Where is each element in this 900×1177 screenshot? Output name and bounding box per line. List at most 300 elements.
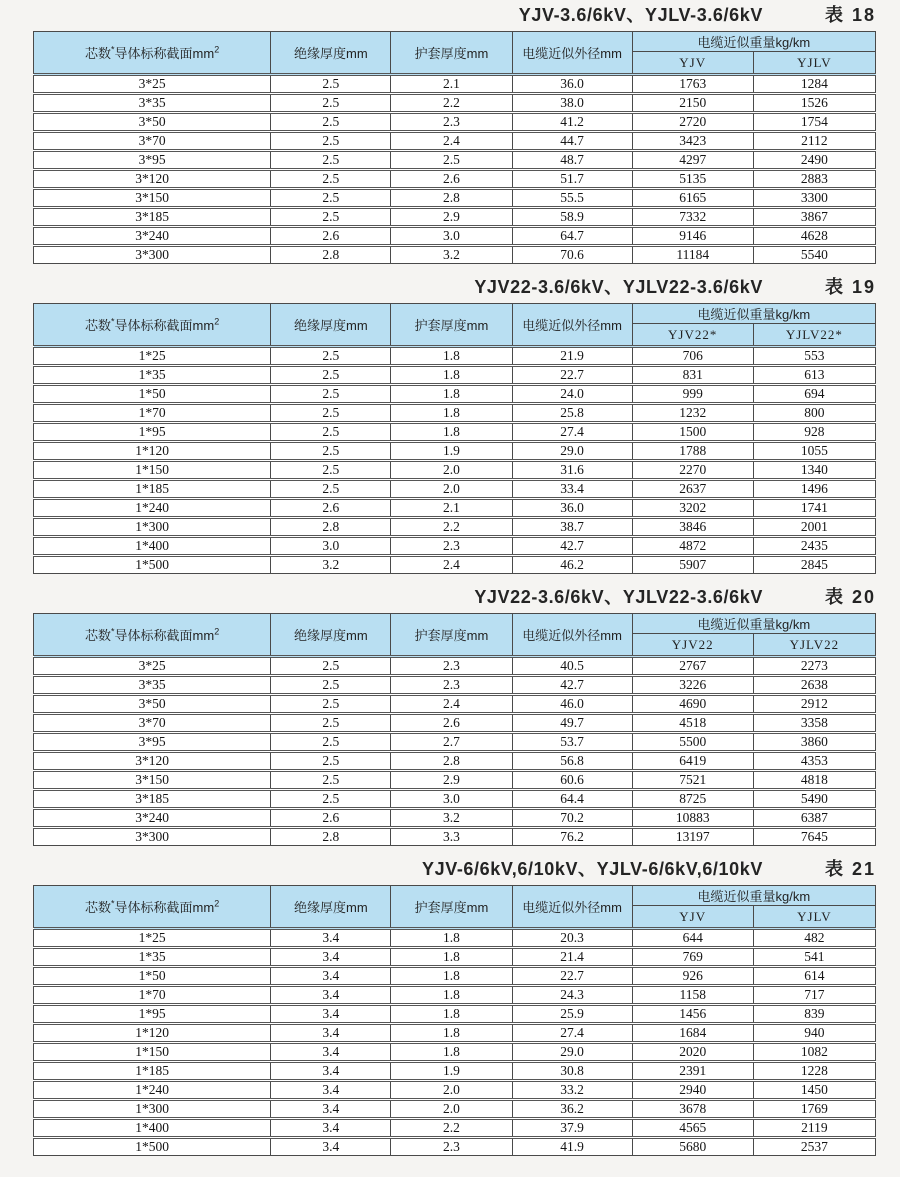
- cell: 1082: [753, 1043, 875, 1062]
- cell: 1*50: [34, 385, 271, 404]
- col-header-core-section: 芯数*导体标称截面$mm^2$: [34, 886, 271, 929]
- cell: 2.5: [271, 771, 391, 790]
- col-header-weight-sub1: YJV22: [632, 634, 753, 657]
- cell: 4565: [632, 1119, 753, 1138]
- cell: 2.0: [391, 1100, 512, 1119]
- cell: 3*150: [34, 189, 271, 208]
- table-row: [34, 75, 876, 94]
- cell: 49.7: [512, 714, 632, 733]
- table-title: YJV22-3.6/6kV、YJLV22-3.6/6kV: [474, 277, 763, 297]
- cell: 3358: [753, 714, 875, 733]
- cell: 1*300: [34, 1100, 271, 1119]
- table-row: [34, 208, 876, 227]
- cell: 3.4: [271, 1062, 391, 1081]
- cell: 6165: [632, 189, 753, 208]
- col-header-weight: 电缆近似重量kg/km: [632, 886, 875, 906]
- table-row: [34, 714, 876, 733]
- cell: 2.5: [271, 208, 391, 227]
- cell: 2.6: [271, 809, 391, 828]
- cell: 4818: [753, 771, 875, 790]
- cell: 2.4: [391, 556, 512, 574]
- cell: 2637: [632, 480, 753, 499]
- table-row: [34, 967, 876, 986]
- col-header-weight-sub1: YJV: [632, 52, 753, 75]
- cell: 3.2: [391, 809, 512, 828]
- cell: 24.0: [512, 385, 632, 404]
- col-header-insulation: 绝缘厚度mm: [271, 32, 391, 75]
- cell: 1.8: [391, 1043, 512, 1062]
- table-number: 表 19: [824, 277, 876, 297]
- cell: 2119: [753, 1119, 875, 1138]
- cell: 2.5: [271, 75, 391, 94]
- cell: 3.4: [271, 929, 391, 948]
- cell: 1*70: [34, 986, 271, 1005]
- table-row: [34, 170, 876, 189]
- cell: 3*240: [34, 809, 271, 828]
- cell: 5500: [632, 733, 753, 752]
- cell: 2.2: [391, 1119, 512, 1138]
- cell: 76.2: [512, 828, 632, 846]
- cell: 21.9: [512, 347, 632, 366]
- cell: 3678: [632, 1100, 753, 1119]
- cell: 2.7: [391, 733, 512, 752]
- cell: 1*185: [34, 1062, 271, 1081]
- cell: 1754: [753, 113, 875, 132]
- cell: 644: [632, 929, 753, 948]
- cell: 21.4: [512, 948, 632, 967]
- cell: 1741: [753, 499, 875, 518]
- cell: 3.4: [271, 1100, 391, 1119]
- cell: 2.5: [271, 714, 391, 733]
- cell: 2.0: [391, 480, 512, 499]
- cell: 3*185: [34, 790, 271, 809]
- cell: 1*240: [34, 1081, 271, 1100]
- cell: 58.9: [512, 208, 632, 227]
- cell: 2.5: [271, 113, 391, 132]
- cell: 4518: [632, 714, 753, 733]
- cell: 1769: [753, 1100, 875, 1119]
- cell: 769: [632, 948, 753, 967]
- col-header-core-section: 芯数*导体标称截面$mm^2$: [34, 614, 271, 657]
- cell: 2020: [632, 1043, 753, 1062]
- cell: 36.0: [512, 499, 632, 518]
- col-header-insulation: 绝缘厚度mm: [271, 886, 391, 929]
- table-caption: [33, 5, 876, 26]
- cell: 5490: [753, 790, 875, 809]
- col-header-sheath: 护套厚度mm: [391, 304, 512, 347]
- table-row: [34, 537, 876, 556]
- cell: 3*240: [34, 227, 271, 246]
- cell: 1*120: [34, 442, 271, 461]
- cell: 41.9: [512, 1138, 632, 1156]
- cell: 3.0: [271, 537, 391, 556]
- cell: 1.9: [391, 1062, 512, 1081]
- cell: 2.5: [271, 347, 391, 366]
- cell: 2720: [632, 113, 753, 132]
- cell: 8725: [632, 790, 753, 809]
- col-header-weight: 电缆近似重量kg/km: [632, 32, 875, 52]
- cell: 3.4: [271, 986, 391, 1005]
- cell: 1.8: [391, 1005, 512, 1024]
- cell: 800: [753, 404, 875, 423]
- cell: 2391: [632, 1062, 753, 1081]
- cell: 3*185: [34, 208, 271, 227]
- col-header-weight: 电缆近似重量kg/km: [632, 304, 875, 324]
- table-header: [34, 304, 876, 347]
- table-row: [34, 347, 876, 366]
- cell: 2883: [753, 170, 875, 189]
- cell: 1*400: [34, 1119, 271, 1138]
- cell: 3.4: [271, 1043, 391, 1062]
- cell: 2.3: [391, 1138, 512, 1156]
- table-number: 表 18: [824, 5, 876, 25]
- cell: 4353: [753, 752, 875, 771]
- table-row: [34, 1024, 876, 1043]
- cell: 2.3: [391, 113, 512, 132]
- table-row: [34, 246, 876, 264]
- cell: 2273: [753, 657, 875, 676]
- table-row: [34, 132, 876, 151]
- cell: 3*70: [34, 714, 271, 733]
- cell: 2.8: [391, 752, 512, 771]
- cell: 1.8: [391, 366, 512, 385]
- cell: 940: [753, 1024, 875, 1043]
- cell: 3202: [632, 499, 753, 518]
- cell: 2.0: [391, 1081, 512, 1100]
- cell: 1*185: [34, 480, 271, 499]
- col-header-core-section: 芯数*导体标称截面$mm^2$: [34, 304, 271, 347]
- cell: 2.3: [391, 537, 512, 556]
- table-row: [34, 828, 876, 846]
- cell: 33.2: [512, 1081, 632, 1100]
- cell: 3.3: [391, 828, 512, 846]
- table-row: [34, 385, 876, 404]
- cell: 2.9: [391, 208, 512, 227]
- cell: 541: [753, 948, 875, 967]
- cell: 25.8: [512, 404, 632, 423]
- cell: 2.2: [391, 94, 512, 113]
- cell: 2638: [753, 676, 875, 695]
- cell: 3*50: [34, 113, 271, 132]
- table-number: 表 20: [824, 587, 876, 607]
- cell: 10883: [632, 809, 753, 828]
- cell: 2.6: [271, 499, 391, 518]
- cell: 3*120: [34, 752, 271, 771]
- cell: 1158: [632, 986, 753, 1005]
- col-header-weight-sub2: YJLV: [753, 906, 875, 929]
- cell: 2767: [632, 657, 753, 676]
- cell: 5907: [632, 556, 753, 574]
- cell: 1*25: [34, 347, 271, 366]
- cell: 2.8: [271, 518, 391, 537]
- cell: 2.8: [271, 246, 391, 264]
- table-row: [34, 227, 876, 246]
- cell: 1340: [753, 461, 875, 480]
- col-header-insulation: 绝缘厚度mm: [271, 304, 391, 347]
- cell: 1456: [632, 1005, 753, 1024]
- cell: 1.8: [391, 347, 512, 366]
- cell: 1*70: [34, 404, 271, 423]
- cell: 1788: [632, 442, 753, 461]
- cell: 25.9: [512, 1005, 632, 1024]
- cell: 553: [753, 347, 875, 366]
- cell: 2150: [632, 94, 753, 113]
- col-header-diameter: 电缆近似外径mm: [512, 614, 632, 657]
- cell: 22.7: [512, 366, 632, 385]
- cell: 2435: [753, 537, 875, 556]
- cell: 3*300: [34, 828, 271, 846]
- cell: 928: [753, 423, 875, 442]
- cell: 3226: [632, 676, 753, 695]
- cell: 2.1: [391, 75, 512, 94]
- table-row: [34, 771, 876, 790]
- cell: 2.1: [391, 499, 512, 518]
- cell: 2270: [632, 461, 753, 480]
- table-row: [34, 733, 876, 752]
- cell: 4872: [632, 537, 753, 556]
- cell: 2.5: [391, 151, 512, 170]
- cell: 31.6: [512, 461, 632, 480]
- table-row: [34, 404, 876, 423]
- cell: 1*500: [34, 1138, 271, 1156]
- col-header-diameter: 电缆近似外径mm: [512, 886, 632, 929]
- spec-table: [33, 303, 876, 574]
- table-title: YJV-3.6/6kV、YJLV-3.6/6kV: [518, 5, 763, 25]
- cell: 3300: [753, 189, 875, 208]
- cell: 3.4: [271, 1119, 391, 1138]
- cell: 717: [753, 986, 875, 1005]
- cell: 3.4: [271, 1024, 391, 1043]
- cell: 2537: [753, 1138, 875, 1156]
- cell: 3.4: [271, 1138, 391, 1156]
- cell: 29.0: [512, 442, 632, 461]
- cell: 41.2: [512, 113, 632, 132]
- table-row: [34, 189, 876, 208]
- cell: 5540: [753, 246, 875, 264]
- cell: 1*35: [34, 948, 271, 967]
- cell: 1*400: [34, 537, 271, 556]
- cell: 3860: [753, 733, 875, 752]
- cell: 29.0: [512, 1043, 632, 1062]
- cell: 36.0: [512, 75, 632, 94]
- cell: 2.5: [271, 480, 391, 499]
- table-caption: [33, 277, 876, 298]
- cell: 3*50: [34, 695, 271, 714]
- cell: 1496: [753, 480, 875, 499]
- cell: 24.3: [512, 986, 632, 1005]
- table-caption: [33, 587, 876, 608]
- col-header-weight: 电缆近似重量kg/km: [632, 614, 875, 634]
- table-row: [34, 151, 876, 170]
- cell: 3.4: [271, 1081, 391, 1100]
- cell: 482: [753, 929, 875, 948]
- table-row: [34, 948, 876, 967]
- spec-table: [33, 31, 876, 264]
- cell: 27.4: [512, 423, 632, 442]
- cell: 9146: [632, 227, 753, 246]
- cell: 2.5: [271, 189, 391, 208]
- cell: 2.5: [271, 366, 391, 385]
- table-row: [34, 366, 876, 385]
- cell: 44.7: [512, 132, 632, 151]
- table-header: [34, 614, 876, 657]
- cell: 2.6: [271, 227, 391, 246]
- cell: 1*95: [34, 423, 271, 442]
- table-row: [34, 94, 876, 113]
- cell: 1.8: [391, 929, 512, 948]
- cell: 2940: [632, 1081, 753, 1100]
- cell: 6387: [753, 809, 875, 828]
- cell: 36.2: [512, 1100, 632, 1119]
- cell: 2.3: [391, 676, 512, 695]
- cell: 2.5: [271, 676, 391, 695]
- table-row: [34, 556, 876, 574]
- cell: 38.7: [512, 518, 632, 537]
- cell: 3.2: [271, 556, 391, 574]
- spec-table: [33, 885, 876, 1156]
- table-row: [34, 929, 876, 948]
- cell: 613: [753, 366, 875, 385]
- cell: 2.5: [271, 132, 391, 151]
- cell: 1450: [753, 1081, 875, 1100]
- cell: 2.2: [391, 518, 512, 537]
- cell: 1*240: [34, 499, 271, 518]
- cell: 2.5: [271, 170, 391, 189]
- col-header-sheath: 护套厚度mm: [391, 614, 512, 657]
- col-header-diameter: 电缆近似外径mm: [512, 32, 632, 75]
- cell: 999: [632, 385, 753, 404]
- table-section-18: [0, 5, 900, 264]
- cell: 60.6: [512, 771, 632, 790]
- table-row: [34, 461, 876, 480]
- col-header-weight-sub2: YJLV: [753, 52, 875, 75]
- cell: 2.5: [271, 385, 391, 404]
- cell: 3.4: [271, 967, 391, 986]
- cell: 2.8: [271, 828, 391, 846]
- table-title: YJV22-3.6/6kV、YJLV22-3.6/6kV: [474, 587, 763, 607]
- cell: 20.3: [512, 929, 632, 948]
- cell: 40.5: [512, 657, 632, 676]
- cell: 1*150: [34, 461, 271, 480]
- cell: 6419: [632, 752, 753, 771]
- cell: 3*95: [34, 733, 271, 752]
- cell: 614: [753, 967, 875, 986]
- cell: 2.5: [271, 733, 391, 752]
- cell: 2.5: [271, 790, 391, 809]
- cell: 1*25: [34, 929, 271, 948]
- cell: 1763: [632, 75, 753, 94]
- cell: 70.6: [512, 246, 632, 264]
- cell: 2.5: [271, 404, 391, 423]
- col-header-diameter: 电缆近似外径mm: [512, 304, 632, 347]
- table-row: [34, 986, 876, 1005]
- col-header-sheath: 护套厚度mm: [391, 886, 512, 929]
- table-row: [34, 695, 876, 714]
- cell: 46.2: [512, 556, 632, 574]
- cell: 1*300: [34, 518, 271, 537]
- cell: 5135: [632, 170, 753, 189]
- col-header-weight-sub1: YJV: [632, 906, 753, 929]
- cell: 839: [753, 1005, 875, 1024]
- cell: 2.6: [391, 170, 512, 189]
- cell: 2.5: [271, 657, 391, 676]
- cell: 7521: [632, 771, 753, 790]
- table-header: [34, 886, 876, 929]
- table-row: [34, 1119, 876, 1138]
- table-body: [34, 657, 876, 846]
- cell: 2845: [753, 556, 875, 574]
- cell: 37.9: [512, 1119, 632, 1138]
- cell: 2112: [753, 132, 875, 151]
- cell: 706: [632, 347, 753, 366]
- cell: 2490: [753, 151, 875, 170]
- cell: 3.4: [271, 948, 391, 967]
- cell: 51.7: [512, 170, 632, 189]
- cell: 22.7: [512, 967, 632, 986]
- cell: 3*35: [34, 94, 271, 113]
- cell: 694: [753, 385, 875, 404]
- cell: 3.2: [391, 246, 512, 264]
- table-row: [34, 1062, 876, 1081]
- cell: 1526: [753, 94, 875, 113]
- cell: 3*25: [34, 657, 271, 676]
- cell: 1.8: [391, 404, 512, 423]
- cell: 2.5: [271, 461, 391, 480]
- cell: 1.8: [391, 385, 512, 404]
- cell: 55.5: [512, 189, 632, 208]
- cell: 5680: [632, 1138, 753, 1156]
- cell: 2.5: [271, 423, 391, 442]
- cell: 2.5: [271, 151, 391, 170]
- cell: 42.7: [512, 537, 632, 556]
- cell: 2.8: [391, 189, 512, 208]
- cell: 56.8: [512, 752, 632, 771]
- cell: 3423: [632, 132, 753, 151]
- cell: 3846: [632, 518, 753, 537]
- table-section-21: [0, 859, 900, 1156]
- cell: 3*300: [34, 246, 271, 264]
- spec-table: [33, 613, 876, 846]
- cell: 3.0: [391, 790, 512, 809]
- table-row: [34, 676, 876, 695]
- cell: 1.8: [391, 423, 512, 442]
- table-row: [34, 499, 876, 518]
- cell: 38.0: [512, 94, 632, 113]
- table-row: [34, 1138, 876, 1156]
- cell: 1055: [753, 442, 875, 461]
- table-row: [34, 809, 876, 828]
- cell: 3*35: [34, 676, 271, 695]
- table-row: [34, 1043, 876, 1062]
- cell: 7645: [753, 828, 875, 846]
- cell: 2912: [753, 695, 875, 714]
- cell: 3*120: [34, 170, 271, 189]
- col-header-core-section: 芯数*导体标称截面$mm^2$: [34, 32, 271, 75]
- cell: 64.7: [512, 227, 632, 246]
- table-row: [34, 113, 876, 132]
- cell: 2.5: [271, 94, 391, 113]
- cell: 11184: [632, 246, 753, 264]
- cell: 1.8: [391, 986, 512, 1005]
- cell: 2.9: [391, 771, 512, 790]
- cell: 2001: [753, 518, 875, 537]
- cell: 2.5: [271, 442, 391, 461]
- cell: 4628: [753, 227, 875, 246]
- cell: 2.6: [391, 714, 512, 733]
- cell: 1684: [632, 1024, 753, 1043]
- cell: 1*500: [34, 556, 271, 574]
- cell: 2.5: [271, 695, 391, 714]
